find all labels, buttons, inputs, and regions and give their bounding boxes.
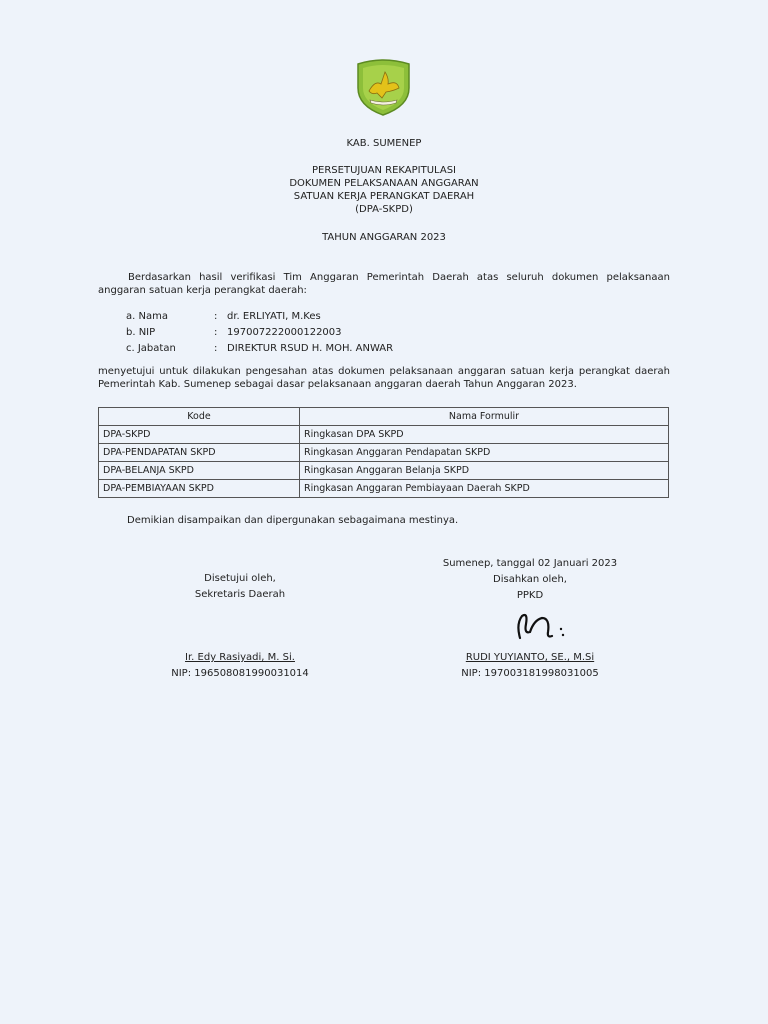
signature-block-sekda: [140, 572, 340, 601]
field-colon: :: [214, 343, 218, 354]
intro-line: anggaran satuan kerja perangkat daerah:: [98, 285, 307, 296]
intro-paragraph: [98, 271, 670, 297]
table-cell: DPA-PENDAPATAN SKPD: [99, 444, 300, 462]
table-cell: Ringkasan Anggaran Belanja SKPD: [300, 462, 669, 480]
signature-role-title: Sekretaris Daerah: [194, 589, 286, 600]
table-cell: DPA-BELANJA SKPD: [99, 462, 300, 480]
signatory-nip: NIP: 197003181998031005: [461, 668, 599, 679]
table-cell: DPA-PEMBIAYAAN SKPD: [99, 480, 300, 498]
field-label: b. NIP: [126, 327, 156, 338]
handwritten-signature-icon: [512, 610, 572, 642]
signature-block-ppkd: [430, 557, 630, 602]
signature-role-title: PPKD: [516, 590, 544, 601]
document-title: [0, 164, 768, 216]
sumenep-regency-emblem-icon: [355, 58, 412, 117]
table-row: [99, 426, 669, 444]
approval-line: Pemerintah Kab. Sumenep sebagai dasar pelaksanaan anggaran daerah Tahun Anggaran 2023.: [98, 379, 577, 390]
table-cell: Ringkasan Anggaran Pembiayaan Daerah SKPD: [300, 480, 669, 498]
right-signatory: [430, 651, 630, 680]
approval-paragraph: [98, 365, 670, 391]
table-cell: Ringkasan Anggaran Pendapatan SKPD: [300, 444, 669, 462]
approval-line: menyetujui untuk dilakukan pengesahan atas dokumen pelaksanaan anggaran satuan kerja perangkat daerah: [98, 366, 670, 377]
table-cell: Ringkasan DPA SKPD: [300, 426, 669, 444]
left-signatory: [140, 651, 340, 680]
budget-year: TAHUN ANGGARAN 2023: [322, 232, 446, 243]
field-colon: :: [214, 327, 218, 338]
closing-statement: Demikian disampaikan dan dipergunakan sebagaimana mestinya.: [127, 515, 459, 526]
signature-role-line: Disetujui oleh,: [204, 573, 276, 584]
table-row: [99, 444, 669, 462]
table-header-row: [99, 408, 669, 426]
title-line: (DPA-SKPD): [355, 204, 413, 215]
forms-table: [98, 407, 669, 498]
column-header-nama-formulir: Nama Formulir: [300, 408, 669, 426]
signatory-name: RUDI YUYIANTO, SE., M.Si: [465, 652, 595, 663]
signature-role-line: Disahkan oleh,: [493, 574, 567, 585]
field-colon: :: [214, 311, 218, 322]
intro-line: Berdasarkan hasil verifikasi Tim Anggaran Pemerintah Daerah atas seluruh dokumen pelaksanaan: [128, 272, 670, 283]
title-line: SATUAN KERJA PERANGKAT DAERAH: [293, 191, 475, 202]
table-row: [99, 462, 669, 480]
signatory-name: Ir. Edy Rasiyadi, M. Si.: [185, 652, 295, 663]
signatory-nip: NIP: 196508081990031014: [171, 668, 309, 679]
title-line: PERSETUJUAN REKAPITULASI: [312, 165, 456, 176]
table-row: [99, 480, 669, 498]
column-header-kode: Kode: [99, 408, 300, 426]
title-line: DOKUMEN PELAKSANAAN ANGGARAN: [289, 178, 479, 189]
place-date: Sumenep, tanggal 02 Januari 2023: [442, 558, 618, 569]
table-cell: DPA-SKPD: [99, 426, 300, 444]
field-label: a. Nama: [126, 311, 168, 322]
field-value: dr. ERLIYATI, M.Kes: [227, 311, 321, 322]
field-value: DIREKTUR RSUD H. MOH. ANWAR: [227, 343, 394, 354]
region-heading: KAB. SUMENEP: [346, 138, 422, 149]
field-label: c. Jabatan: [126, 343, 176, 354]
field-value: 197007222000122003: [227, 327, 342, 338]
